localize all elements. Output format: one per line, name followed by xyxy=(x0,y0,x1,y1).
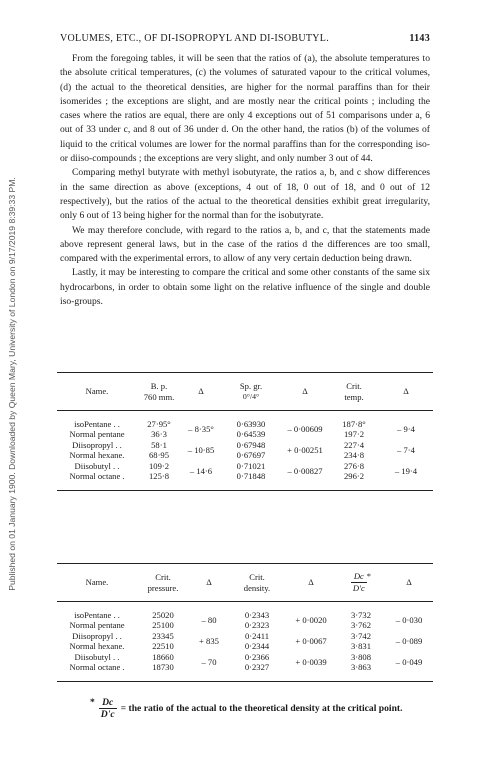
table-row xyxy=(57,419,433,440)
footnote-fraction: $\frac{Dc}{D'c}$ xyxy=(100,697,115,720)
ratio-values: 3·808 3·863 xyxy=(350,651,372,673)
ct-values: 276·8 296·2 xyxy=(343,460,365,482)
download-notice: Published on 01 January 1900. Downloaded by Queen Mary, University of London on 9/17/2019 8:39:33 PM. xyxy=(7,177,17,591)
cp-values: 18660 18730 xyxy=(152,651,174,673)
col-ct-delta: Δ xyxy=(403,386,409,397)
cd-values: 0·2366 0·2327 xyxy=(244,651,270,673)
sg-delta: – 0·00827 xyxy=(287,466,323,477)
footnote-text: = the ratio of the actual to the theoretical density at the critical point. xyxy=(120,703,403,714)
col-cd-delta: Δ xyxy=(308,577,314,588)
page-header xyxy=(60,33,430,44)
cd-values: 0·2343 0·2323 xyxy=(244,609,270,631)
paragraph: Lastly, it may be interesting to compare the critical and some other constants of the same six hydrocarbons, in order to obtain some light on the relative influence of the single and double iso-groups. xyxy=(60,267,430,308)
col-cd: Crit. density. xyxy=(243,571,271,593)
bp-values: 58·1 68·95 xyxy=(148,439,170,461)
table-row xyxy=(57,440,433,461)
page-number: 1143 xyxy=(409,33,430,44)
sg-values: 0·71021 0·71848 xyxy=(236,460,266,482)
bp-delta: – 10·85 xyxy=(187,444,215,455)
running-title: VOLUMES, ETC., OF DI-ISOPROPYL AND DI-ISOBUTYL. xyxy=(60,33,330,44)
cp-delta: – 70 xyxy=(201,657,217,668)
col-sg: Sp. gr. 0°/4° xyxy=(239,380,263,401)
table-row xyxy=(57,610,433,631)
table-row xyxy=(57,652,433,673)
ratio-values: 3·742 3·831 xyxy=(350,630,372,652)
col-ratio: $\frac{Dc}{D'c}$ * xyxy=(352,571,372,593)
col-name: Name. xyxy=(85,386,109,397)
col-ratio-delta: Δ xyxy=(406,577,412,588)
cd-delta: + 0·0067 xyxy=(295,635,327,646)
col-sg-delta: Δ xyxy=(302,386,308,397)
col-cp: Crit. pressure. xyxy=(147,571,179,593)
col-bp-delta: Δ xyxy=(198,386,204,397)
ct-delta: – 9·4 xyxy=(397,423,415,434)
col-ct: Crit. temp. xyxy=(344,380,364,402)
compound-name: Diisopropyl . . Normal hexane. xyxy=(69,630,125,652)
compound-name: isoPentane . . Normal pentane xyxy=(69,609,125,631)
download-sidebar xyxy=(0,0,24,768)
ct-delta: – 19·4 xyxy=(394,466,418,477)
col-name: Name. xyxy=(85,577,109,588)
cp-values: 25020 25100 xyxy=(152,609,174,631)
compound-name: Diisobutyl . . Normal octane . xyxy=(69,651,125,673)
cd-delta: + 0·0039 xyxy=(295,657,327,668)
compound-name: Diisobutyl . . Normal octane . xyxy=(69,460,125,482)
cp-values: 23345 22510 xyxy=(152,630,174,652)
ct-delta: – 7·4 xyxy=(397,444,415,455)
paragraph: From the foregoing tables, it will be seen that the ratios of (a), the absolute temperatures to the absolute critical temperatures, (c) the volumes of saturated vapour to the critical volumes, (d) the actual to the theoretical densities, are higher for the normal paraffins than for their isomerides ; the exceptions are slight, and are mostly near the critical points ; including the cases where the ratios are equal, there are only 4 exceptions out of 51 comparisons under a, 6 out of 33 under c, and 8 out of 36 under d. On the other hand, the ratios (b) of the volumes of liquid to the critical volumes are lower for the normal paraffins than for the corresponding iso- or diiso-compounds ; the exceptions are very slight, and only number 3 out of 44. xyxy=(60,53,430,165)
table-header-row xyxy=(57,373,433,411)
compound-name: isoPentane . . Normal pentane xyxy=(69,418,125,440)
ratio-delta: – 0·089 xyxy=(395,635,423,646)
footnote-star: * xyxy=(90,697,95,708)
paragraph: Comparing methyl butyrate with methyl isobutyrate, the ratios a, b, and c show differences in the same direction as above (exceptions, 4 out of 18, 0 out of 18, and 0 out of 12 respectively), but the ratios of the actual to the theoretical densities exhibit great irregularity, only 6 out of 13 being higher for the normal than for the isobutyrate. xyxy=(60,167,430,222)
ratio-delta: – 0·030 xyxy=(395,614,423,625)
table-row xyxy=(57,631,433,652)
sg-delta: + 0·00251 xyxy=(287,444,323,455)
cp-delta: – 80 xyxy=(201,614,217,625)
sg-values: 0·67948 0·67697 xyxy=(236,439,266,461)
ct-values: 227·4 234·8 xyxy=(343,439,365,461)
bp-delta: – 8·35° xyxy=(188,423,214,434)
table-header-row xyxy=(57,564,433,602)
bp-values: 27·95° 36·3 xyxy=(147,418,171,440)
sg-values: 0·63930 0·64539 xyxy=(236,418,266,440)
sg-delta: – 0·00609 xyxy=(287,423,323,434)
table-row xyxy=(57,461,433,482)
ct-values: 187·8° 197·2 xyxy=(342,418,366,440)
col-cp-delta: Δ xyxy=(206,577,212,588)
ratio-values: 3·732 3·762 xyxy=(350,609,372,631)
body-text xyxy=(60,52,430,309)
col-bp: B. p. 760 mm. xyxy=(143,380,175,402)
bp-delta: – 14·6 xyxy=(189,466,213,477)
paragraph: We may therefore conclude, with regard to the ratios a, b, and c, that the statements made above represent general laws, but in the case of the ratios d the differences are too small, compared with the experimental errors, to allow of any very certain deduction being drawn. xyxy=(60,224,430,265)
compound-name: Diisopropyl . . Normal hexane. xyxy=(69,439,125,461)
constants-table-1 xyxy=(57,372,433,491)
ratio-fraction: $\frac{Dc}{D'c}$ xyxy=(352,571,365,593)
footnote xyxy=(90,697,430,720)
cp-delta: + 835 xyxy=(199,635,219,646)
cd-values: 0·2411 0·2344 xyxy=(244,630,270,652)
constants-table-2 xyxy=(57,563,433,682)
cd-delta: + 0·0020 xyxy=(295,614,327,625)
bp-values: 109·2 125·8 xyxy=(148,460,170,482)
ratio-delta: – 0·049 xyxy=(395,657,423,668)
